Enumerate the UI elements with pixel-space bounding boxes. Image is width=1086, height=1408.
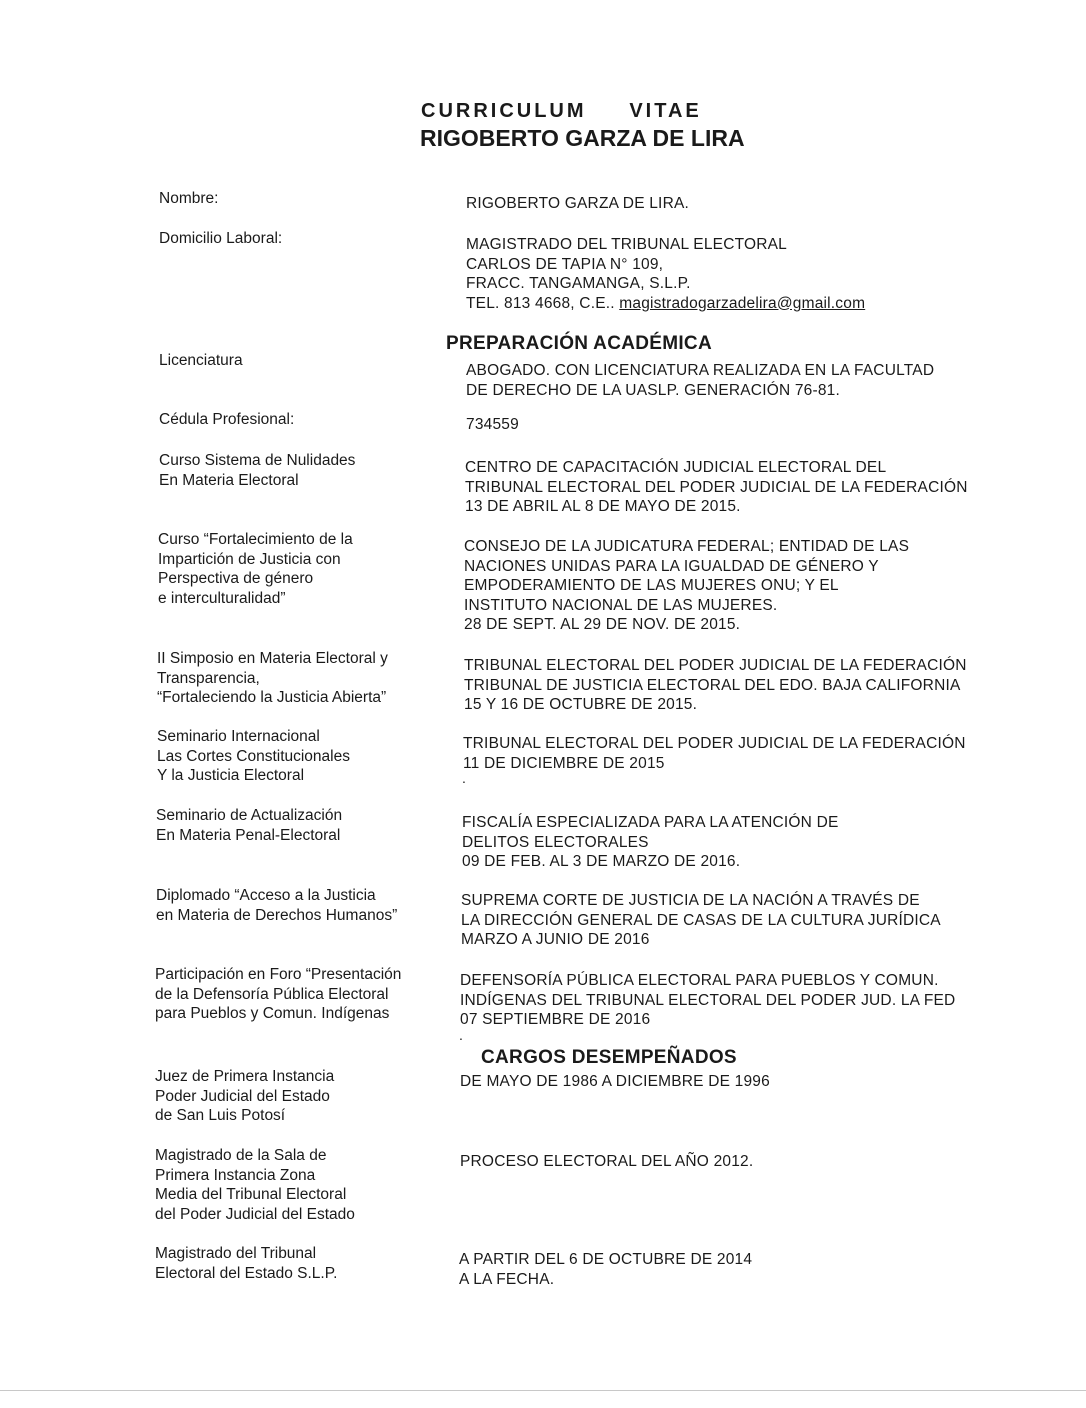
value-line: PROCESO ELECTORAL DEL AÑO 2012.	[460, 1153, 754, 1170]
label-line: Seminario Internacional	[157, 728, 320, 745]
value-line: ABOGADO. CON LICENCIATURA REALIZADA EN LA FACULTAD	[466, 362, 935, 379]
entry-value	[464, 537, 909, 635]
entry-label	[158, 530, 353, 608]
value-line: TRIBUNAL ELECTORAL DEL PODER JUDICIAL DE LA FEDERACIÓN	[464, 657, 967, 674]
value-line: FISCALÍA ESPECIALIZADA PARA LA ATENCIÓN DE	[462, 814, 839, 831]
label-line: Curso Sistema de Nulidades	[159, 452, 356, 469]
value-line: SUPREMA CORTE DE JUSTICIA DE LA NACIÓN A TRAVÉS DE	[461, 892, 920, 909]
label-line: Curso “Fortalecimiento de la	[158, 531, 353, 548]
entry-value	[465, 458, 968, 517]
entry-label	[159, 410, 294, 430]
value-line: DELITOS ELECTORALES	[462, 833, 649, 851]
value-line: NACIONES UNIDAS PARA LA IGUALDAD DE GÉNERO Y	[464, 557, 879, 575]
cv-title: CURRICULUM VITAE	[421, 100, 702, 122]
value-line: 11 DE DICIEMBRE DE 2015	[463, 754, 665, 772]
value-line: INDÍGENAS DEL TRIBUNAL ELECTORAL DEL PODER JUD. LA FED	[460, 991, 956, 1009]
entry-value	[466, 361, 934, 400]
entry-label	[155, 1067, 334, 1126]
value-line: LA DIRECCIÓN GENERAL DE CASAS DE LA CULTURA JURÍDICA	[461, 911, 941, 929]
value-line: DE MAYO DE 1986 A DICIEMBRE DE 1996	[460, 1073, 770, 1090]
label-line: de San Luis Potosí	[155, 1107, 286, 1124]
value-line: DEFENSORÍA PÚBLICA ELECTORAL PARA PUEBLOS Y COMUN.	[460, 972, 939, 989]
label-line: Y la Justicia Electoral	[157, 767, 305, 784]
domicilio-line: CARLOS DE TAPIA N° 109,	[466, 255, 664, 273]
label-line: Participación en Foro “Presentación	[155, 966, 402, 983]
label-line: Magistrado del Tribunal	[155, 1245, 317, 1262]
value-line: A LA FECHA.	[459, 1270, 555, 1288]
domicilio-line: MAGISTRADO DEL TRIBUNAL ELECTORAL	[466, 236, 787, 253]
label-line: Licenciatura	[159, 352, 243, 369]
value-line: TRIBUNAL ELECTORAL DEL PODER JUDICIAL DE LA FEDERACIÓN	[463, 735, 966, 752]
person-name-heading: RIGOBERTO GARZA DE LIRA	[420, 125, 745, 151]
label-line: Impartición de Justicia con	[158, 550, 341, 568]
entry-label	[159, 451, 355, 490]
label-line: Primera Instancia Zona	[155, 1166, 316, 1184]
entry-value	[464, 656, 967, 715]
positions-section-title: CARGOS DESEMPEÑADOS	[481, 1047, 737, 1068]
entry-value	[463, 734, 966, 773]
entry-value	[459, 1250, 752, 1289]
label-line: Diplomado “Acceso a la Justicia	[156, 887, 376, 904]
label-line: para Pueblos y Comun. Indígenas	[155, 1005, 390, 1022]
label-line: de la Defensoría Pública Electoral	[155, 985, 389, 1003]
label-line: Perspectiva de género	[158, 570, 314, 587]
entry-value	[460, 971, 955, 1030]
value-line: MARZO A JUNIO DE 2016	[461, 931, 650, 948]
value-line: 15 Y 16 DE OCTUBRE DE 2015.	[464, 696, 698, 713]
label-line: Transparencia,	[157, 669, 260, 687]
stray-dot: .	[459, 1027, 463, 1043]
value-line: INSTITUTO NACIONAL DE LAS MUJERES.	[464, 596, 778, 614]
value-line: 09 DE FEB. AL 3 DE MARZO DE 2016.	[462, 853, 741, 870]
entry-value	[461, 891, 941, 950]
value-line: 07 SEPTIEMBRE DE 2016	[460, 1011, 651, 1028]
label-line: Media del Tribunal Electoral	[155, 1186, 347, 1203]
contact-line	[466, 294, 865, 314]
label-line: en Materia de Derechos Humanos”	[156, 906, 398, 924]
nombre-label: Nombre:	[159, 190, 219, 207]
entry-label	[156, 886, 397, 925]
entry-value	[466, 415, 519, 435]
label-line: En Materia Electoral	[159, 471, 299, 489]
stray-dot: .	[462, 770, 466, 786]
nombre-value: RIGOBERTO GARZA DE LIRA.	[466, 195, 690, 212]
label-line: “Fortaleciendo la Justicia Abierta”	[157, 689, 387, 706]
label-line: del Poder Judicial del Estado	[155, 1205, 355, 1223]
label-line: Las Cortes Constitucionales	[157, 747, 350, 765]
telephone-text: TEL. 813 4668, C.E..	[466, 294, 620, 312]
value-line: CENTRO DE CAPACITACIÓN JUDICIAL ELECTORAL DEL	[465, 459, 887, 476]
entry-label	[157, 727, 350, 786]
entry-label	[159, 351, 243, 371]
domicilio-label: Domicilio Laboral:	[159, 230, 283, 247]
value-line: 28 DE SEPT. AL 29 DE NOV. DE 2015.	[464, 616, 741, 633]
value-line: TRIBUNAL ELECTORAL DEL PODER JUDICIAL DE LA FEDERACIÓN	[465, 478, 968, 496]
label-line: Magistrado de la Sala de	[155, 1147, 327, 1164]
value-line: 13 DE ABRIL AL 8 DE MAYO DE 2015.	[465, 498, 741, 515]
label-line: En Materia Penal-Electoral	[156, 826, 341, 844]
entry-value	[462, 813, 839, 872]
value-line: CONSEJO DE LA JUDICATURA FEDERAL; ENTIDAD DE LAS	[464, 538, 910, 555]
entry-value	[460, 1152, 753, 1172]
email-link[interactable]: magistradogarzadelira@gmail.com	[619, 294, 866, 312]
label-line: II Simposio en Materia Electoral y	[157, 650, 388, 667]
label-line: e interculturalidad”	[158, 589, 286, 607]
label-line: Poder Judicial del Estado	[155, 1087, 330, 1105]
entry-value	[460, 1072, 770, 1092]
page-bottom-edge	[0, 1390, 1086, 1391]
label-line: Cédula Profesional:	[159, 411, 295, 428]
value-line: 734559	[466, 416, 519, 433]
entry-label	[155, 1244, 337, 1283]
academic-section-title: PREPARACIÓN ACADÉMICA	[446, 333, 712, 354]
label-line: Seminario de Actualización	[156, 807, 343, 824]
value-line: A PARTIR DEL 6 DE OCTUBRE DE 2014	[459, 1251, 753, 1268]
entry-label	[157, 649, 388, 708]
value-line: EMPODERAMIENTO DE LAS MUJERES ONU; Y EL	[464, 577, 839, 594]
entry-label	[155, 1146, 355, 1224]
entry-label	[155, 965, 401, 1024]
label-line: Juez de Primera Instancia	[155, 1068, 335, 1085]
domicilio-line: FRACC. TANGAMANGA, S.L.P.	[466, 275, 691, 292]
label-line: Electoral del Estado S.L.P.	[155, 1264, 338, 1282]
entry-label	[156, 806, 342, 845]
value-line: DE DERECHO DE LA UASLP. GENERACIÓN 76-81.	[466, 381, 841, 399]
value-line: TRIBUNAL DE JUSTICIA ELECTORAL DEL EDO. BAJA CALIFORNIA	[464, 676, 961, 694]
domicilio-value	[466, 235, 865, 313]
